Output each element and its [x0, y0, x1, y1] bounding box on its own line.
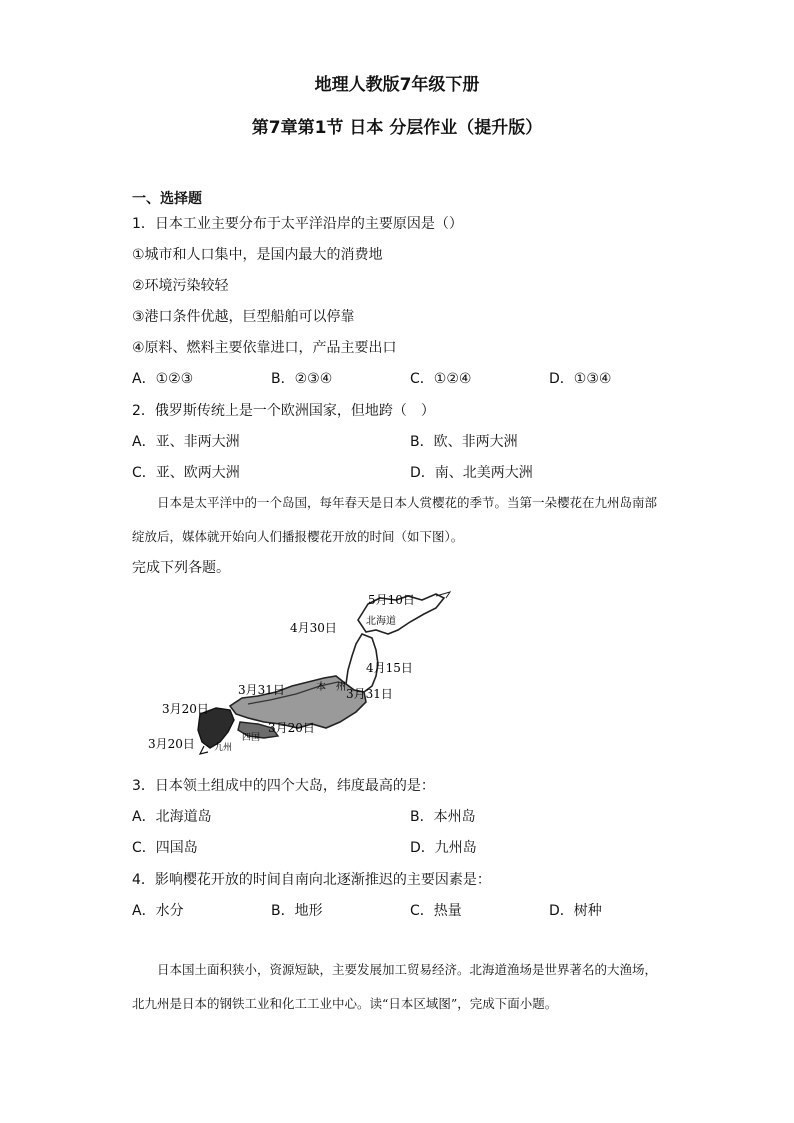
- q2-option-d: D．南、北美两大洲: [410, 465, 533, 481]
- q3-stem: 3．日本领土组成中的四个大岛，纬度最高的是：: [132, 778, 435, 794]
- section-heading: 一、选择题: [132, 191, 202, 207]
- q4-option-b: B．地形: [271, 903, 323, 919]
- label-may10: 5月10日: [368, 593, 415, 607]
- q1-option-d: D．①③④: [549, 371, 612, 387]
- q3-option-c: C．四国岛: [132, 840, 198, 856]
- q2-option-a: A．亚、非两大洲: [132, 434, 240, 450]
- label-mar31-east: 3月31日: [346, 687, 393, 701]
- q2-stem: 2．俄罗斯传统上是一个欧洲国家，但地跨（ ）: [132, 403, 435, 419]
- label-mar31-west: 3月31日: [238, 683, 285, 697]
- q1-item-1: ①城市和人口集中，是国内最大的消费地: [132, 247, 383, 263]
- passage-1-instruction: 完成下列各题。: [132, 560, 230, 576]
- q3-option-a: A．北海道岛: [132, 809, 212, 825]
- label-mar20-shikoku: 3月20日: [268, 721, 315, 735]
- label-mar20-northwest: 3月20日: [162, 702, 209, 716]
- label-honshu: 本 州: [316, 682, 346, 693]
- label-apr30: 4月30日: [290, 621, 337, 635]
- label-kyushu: 九州: [214, 743, 233, 753]
- document-subtitle: 第7章第1节 日本 分层作业（提升版）: [251, 118, 543, 138]
- label-mar20-south: 3月20日: [148, 737, 195, 751]
- q4-option-c: C．热量: [410, 903, 462, 919]
- q1-option-c: C．①②④: [410, 371, 472, 387]
- q1-option-a: A．①②③: [132, 371, 194, 387]
- label-hokkaido: 北海道: [366, 616, 396, 627]
- q1-item-4: ④原料、燃料主要依靠进口，产品主要出口: [132, 340, 397, 356]
- q4-option-d: D．树种: [549, 903, 602, 919]
- q1-stem: 1．日本工业主要分布于太平洋沿岸的主要原因是（）: [132, 216, 463, 232]
- label-apr15: 4月15日: [366, 661, 413, 675]
- q2-option-b: B．欧、非两大洲: [410, 434, 518, 450]
- passage-1: 日本是太平洋中的一个岛国，每年春天是日本人赏樱花的季节。当第一朵樱花在九州岛南部绽放后，媒体就开始向人们播报樱花开放的时间（如下图）。: [132, 495, 658, 544]
- document-title: 地理人教版7年级下册: [314, 75, 480, 95]
- q4-option-a: A．水分: [132, 903, 184, 919]
- japan-cherry-blossom-map: [140, 586, 460, 756]
- q1-option-b: B．②③④: [271, 371, 333, 387]
- q1-item-3: ③港口条件优越，巨型船舶可以停靠: [132, 309, 355, 325]
- q4-stem: 4．影响樱花开放的时间自南向北逐渐推迟的主要因素是：: [132, 872, 491, 888]
- q1-item-2: ②环境污染较轻: [132, 278, 229, 294]
- label-shikoku: 四国: [242, 733, 261, 743]
- passage-2: 日本国土面积狭小，资源短缺，主要发展加工贸易经济。北海道渔场是世界著名的大渔场，北九州是日本的钢铁工业和化工工业中心。读“日本区域图”，完成下面小题。: [132, 962, 658, 1011]
- q2-option-c: C．亚、欧两大洲: [132, 465, 240, 481]
- q3-option-d: D．九州岛: [410, 840, 477, 856]
- q3-option-b: B．本州岛: [410, 809, 476, 825]
